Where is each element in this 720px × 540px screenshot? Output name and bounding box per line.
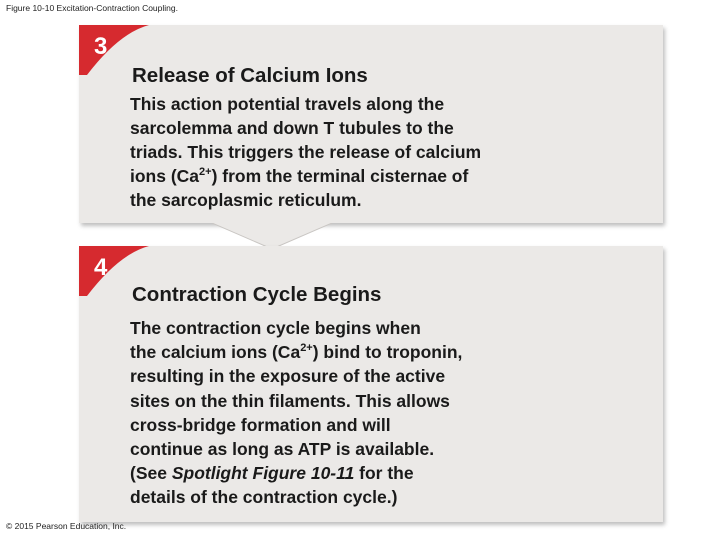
- text-segment: ) from the terminal cisternae of: [211, 166, 469, 186]
- step-3-line: triads. This triggers the release of calcium: [130, 142, 482, 162]
- spotlight-figure-reference: Spotlight Figure 10-11: [171, 463, 355, 484]
- step-4-line: details of the contraction cycle.): [130, 487, 398, 508]
- text-segment: ) bind to troponin,: [312, 342, 463, 363]
- text-segment: for the: [354, 463, 414, 484]
- step-3-line: sarcolemma and down T tubules to the: [130, 118, 454, 138]
- step-3-description: [130, 92, 481, 212]
- step-3-number: 3: [94, 33, 108, 60]
- step-4-title: Contraction Cycle Begins: [132, 283, 382, 306]
- step-4-line: resulting in the exposure of the active: [130, 366, 446, 387]
- step-4-line: continue as long as ATP is available.: [130, 439, 435, 460]
- step-3-title: Release of Calcium Ions: [132, 64, 368, 87]
- step-4-description: [130, 316, 462, 510]
- step-4-line: cross-bridge formation and will: [130, 414, 391, 435]
- copyright-notice: © 2015 Pearson Education, Inc.: [6, 521, 127, 531]
- step-4-line: [130, 340, 462, 364]
- step-4-line: [130, 461, 462, 485]
- step-3-line: the sarcoplasmic reticulum.: [130, 190, 362, 210]
- step-4-panel: [79, 246, 663, 522]
- figure-caption: Figure 10-10 Excitation-Contraction Coupling.: [6, 3, 178, 13]
- text-segment: (See: [130, 463, 172, 484]
- text-segment: ions (Ca: [130, 166, 200, 186]
- step-3-panel: [79, 25, 663, 223]
- calcium-charge-superscript: 2+: [300, 342, 313, 355]
- step-4-number: 4: [94, 254, 108, 281]
- step-3-line: [130, 164, 481, 188]
- text-segment: the calcium ions (Ca: [130, 342, 301, 363]
- step-4-line: sites on the thin filaments. This allows: [130, 390, 450, 411]
- step-4-line: The contraction cycle begins when: [130, 318, 421, 338]
- calcium-charge-superscript: 2+: [199, 166, 212, 178]
- step-3-line: This action potential travels along the: [130, 94, 445, 114]
